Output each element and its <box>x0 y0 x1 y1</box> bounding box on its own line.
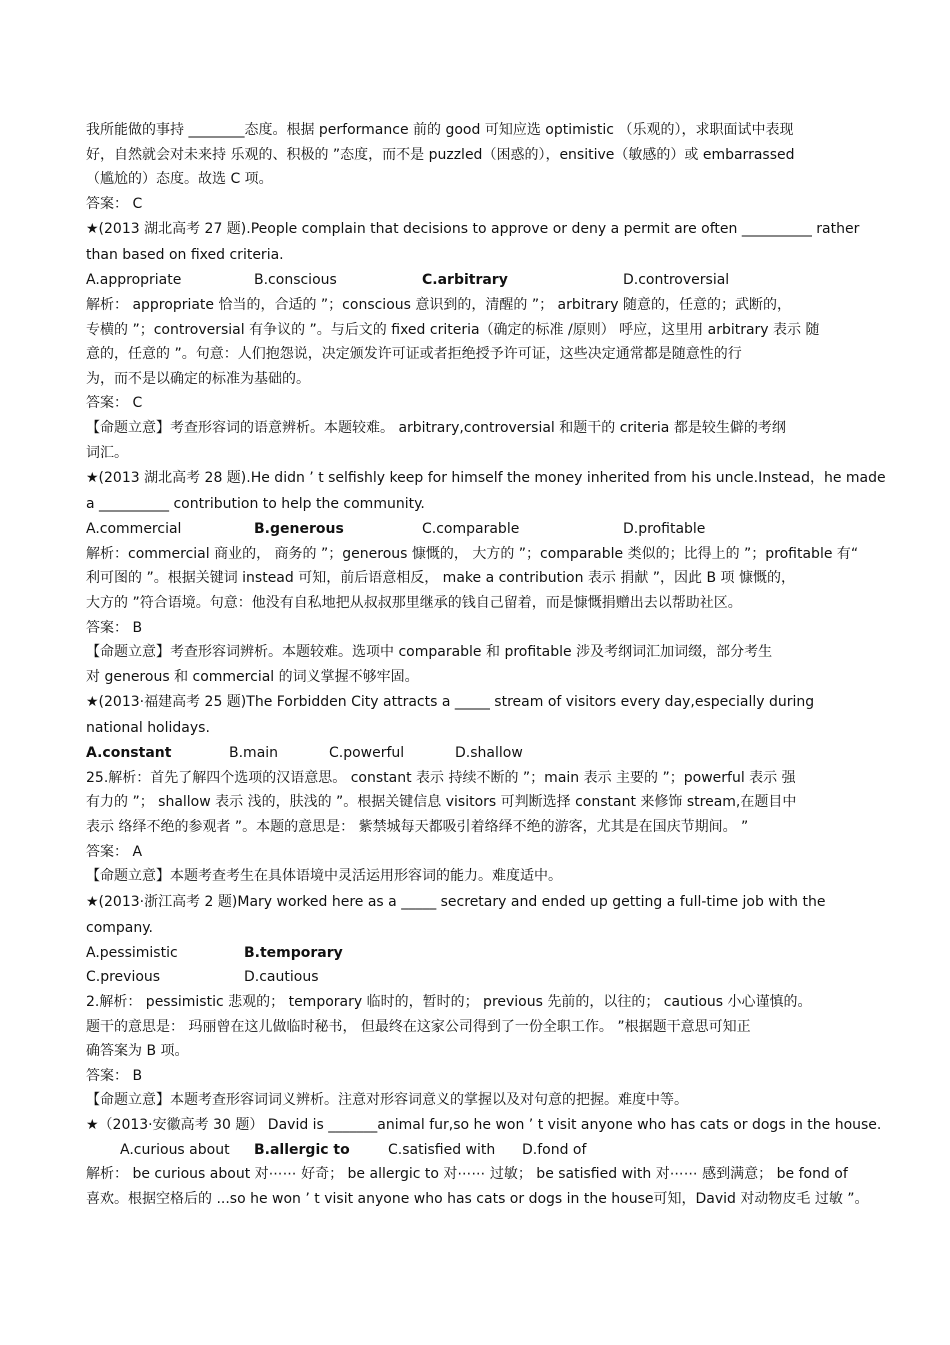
option-a: A.curious about <box>120 1141 230 1158</box>
options-q30 <box>86 1138 896 1163</box>
question-30: ★（2013·安徽高考 30 题） David is _______animal fur,so he won ’ t visit anyone who has cats or dogs in the house. <box>86 1117 882 1133</box>
purpose-line: 【命题立意】本题考查考生在具体语境中灵活运用形容词的能力。难度适中。 <box>86 868 562 885</box>
option-a: A.commercial <box>86 521 182 538</box>
question-25: ★(2013·福建高考 25 题)The Forbidden City attracts a _____ stream of visitors every day,especially during <box>86 694 815 711</box>
options-q28 <box>86 517 896 542</box>
question-28: ★(2013 湖北高考 28 题).He didn ’ t selfishly keep for himself the money inherited from his uncle.Instead，he made <box>86 470 886 487</box>
options-q2-row2 <box>86 965 896 990</box>
answer-line: 答案： A <box>86 843 143 860</box>
text-line: （尴尬的）态度。故选 C 项。 <box>86 171 273 188</box>
question-28-cont: a __________ contribution to help the community. <box>86 496 425 513</box>
option-d: D.controversial <box>623 272 730 289</box>
explanation-line: 2.解析： pessimistic 悲观的； temporary 临时的，暂时的； previous 先前的，以往的； cautious 小心谨慎的。 <box>86 994 812 1011</box>
explanation-line: 表示 络绎不绝的参观者 ”。本题的意思是： 紫禁城每天都吸引着络绎不绝的游客，尤其是在国庆节期间。 ” <box>86 819 749 836</box>
explanation-line: 25.解析：首先了解四个选项的汉语意思。 constant 表示 持续不断的 ”；main 表示 主要的 ”；powerful 表示 强 <box>86 769 796 786</box>
option-c: C.satisfied with <box>388 1141 496 1158</box>
answer-line: 答案： C <box>86 195 143 212</box>
explanation-line: 专横的 ”；controversial 有争议的 ”。与后文的 fixed criteria（确定的标准 /原则） 呼应，这里用 arbitrary 表示 随 <box>86 321 820 338</box>
option-a-answer: A.constant <box>86 745 172 762</box>
options-q2-row1 <box>86 941 896 966</box>
explanation-line: 大方的 ”符合语境。句意：他没有自私地把从叔叔那里继承的钱自己留着，而是慷慨捐赠出去以帮助社区。 <box>86 594 742 611</box>
text-line: 我所能做的事持 ________态度。根据 performance 前的 good 可知应选 optimistic （乐观的），求职面试中表现 <box>86 122 794 138</box>
question-27: ★(2013 湖北高考 27 题).People complain that decisions to approve or deny a permit are often __________ rather <box>86 221 860 238</box>
option-d: D.fond of <box>522 1141 587 1158</box>
purpose-line: 【命题立意】考查形容词的语意辨析。本题较难。 arbitrary,controversial 和题干的 criteria 都是较生僻的考纲 <box>86 419 786 436</box>
explanation-line: 喜欢。根据空格后的 ...so he won ’ t visit anyone who has cats or dogs in the house可知，David 对动物皮毛 过敏 ”。 <box>86 1190 869 1207</box>
option-c: C.previous <box>86 969 161 986</box>
explanation-line: 意的，任意的 ”。句意：人们抱怨说，决定颁发许可证或者拒绝授予许可证，这些决定通常都是随意性的行 <box>86 346 742 363</box>
option-b-answer: B.temporary <box>244 944 343 961</box>
answer-line: 答案： B <box>86 1067 143 1084</box>
option-a: A.pessimistic <box>86 944 178 961</box>
answer-line: 答案： B <box>86 619 143 636</box>
document-page <box>86 118 896 1211</box>
explanation-line: 题干的意思是： 玛丽曾在这儿做临时秘书， 但最终在这家公司得到了一份全职工作。 ”根据题干意思可知正 <box>86 1018 751 1035</box>
purpose-line: 对 generous 和 commercial 的词义掌握不够牢固。 <box>86 668 419 685</box>
purpose-line: 【命题立意】本题考查形容词词义辨析。注意对形容词意义的掌握以及对句意的把握。难度中等。 <box>86 1092 688 1109</box>
explanation-line: 解析： appropriate 恰当的，合适的 ”；conscious 意识到的，清醒的 ”； arbitrary 随意的，任意的；武断的， <box>86 296 791 313</box>
purpose-line: 【命题立意】考查形容词辨析。本题较难。选项中 comparable 和 profitable 涉及考纲词汇加词缀，部分考生 <box>86 644 773 661</box>
option-b: B.conscious <box>254 272 337 289</box>
option-b: B.main <box>229 745 279 762</box>
question-25-cont: national holidays. <box>86 720 210 737</box>
explanation-line: 利可图的 ”。根据关键词 instead 可知，前后语意相反， make a contribution 表示 捐献 ”，因此 B 项 慷慨的， <box>86 570 796 587</box>
option-d: D.profitable <box>623 521 706 538</box>
purpose-line: 词汇。 <box>86 444 128 461</box>
option-b-answer: B.generous <box>254 521 344 538</box>
question-2-cont: company. <box>86 919 153 936</box>
option-c: C.powerful <box>329 745 405 762</box>
option-d: D.shallow <box>455 745 523 762</box>
explanation-line: 有力的 ”； shallow 表示 浅的，肤浅的 ”。根据关键信息 visitors 可判断选择 constant 来修饰 stream,在题目中 <box>86 794 797 811</box>
options-q25 <box>86 741 896 766</box>
option-c-answer: C.arbitrary <box>422 272 508 289</box>
option-a: A.appropriate <box>86 272 182 289</box>
explanation-line: 确答案为 B 项。 <box>86 1043 189 1060</box>
text-line: 好，自然就会对未来持 乐观的、积极的 ”态度，而不是 puzzled（困惑的），ensitive（敏感的）或 embarrassed <box>86 146 795 163</box>
question-27-cont: than based on fixed criteria. <box>86 247 284 264</box>
explanation-line: 为，而不是以确定的标准为基础的。 <box>86 370 310 387</box>
options-q27 <box>86 268 896 293</box>
option-b-answer: B.allergic to <box>254 1141 350 1158</box>
option-c: C.comparable <box>422 521 520 538</box>
question-2: ★(2013·浙江高考 2 题)Mary worked here as a _____ secretary and ended up getting a full-time job with the <box>86 893 826 910</box>
explanation-line: 解析： be curious about 对⋯⋯ 好奇； be allergic to 对⋯⋯ 过敏； be satisfied with 对⋯⋯ 感到满意； be fond of <box>86 1166 848 1183</box>
explanation-line: 解析：commercial 商业的， 商务的 ”；generous 慷慨的， 大方的 ”；comparable 类似的；比得上的 ”；profitable 有“ <box>86 545 859 562</box>
option-d: D.cautious <box>244 969 319 986</box>
answer-line: 答案： C <box>86 395 143 412</box>
